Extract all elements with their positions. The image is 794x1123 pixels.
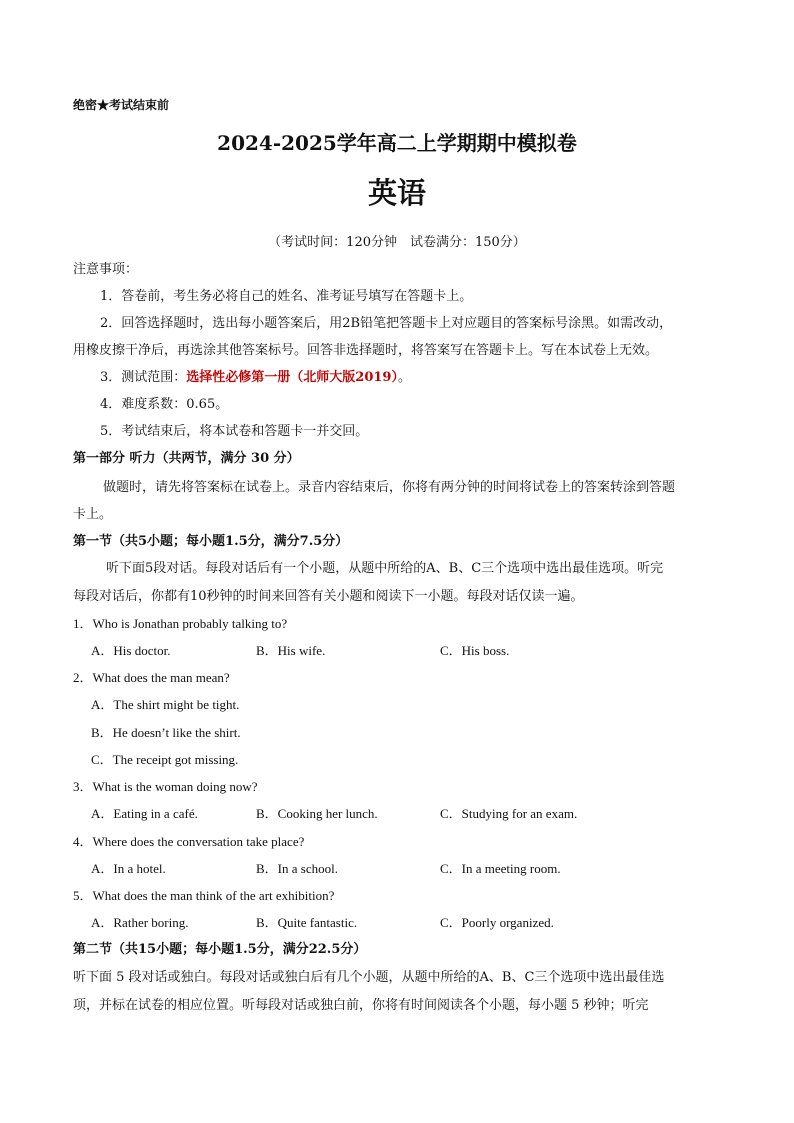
note-3-suffix: 。 — [397, 370, 411, 385]
subject-title: 英语 — [367, 176, 426, 210]
section2-intro-line-1: 听下面 5 段对话或独白。每段对话或独白后有几个小题，从题中所给的A、B、C三个选项中选出最佳选 — [73, 970, 665, 985]
question-2-option-c: C．The receipt got missing. — [91, 752, 239, 767]
question-4-option-b: B．In a school. — [256, 861, 338, 876]
question-3-option-b: B．Cooking her lunch. — [256, 806, 378, 821]
question-1: 1．Who is Jonathan probably talking to? — [73, 616, 288, 631]
question-3: 3．What is the woman doing now? — [73, 779, 258, 794]
note-1: 1．答卷前，考生务必将自己的姓名、准考证号填写在答题卡上。 — [100, 289, 473, 304]
question-3-option-a: A．Eating in a café. — [91, 806, 198, 821]
note-2-line-2: 用橡皮擦干净后，再选涂其他答案标号。回答非选择题时，将答案写在答题卡上。写在本试卷上无效。 — [73, 343, 659, 358]
part1-intro-line-1: 做题时，请先将答案标在试卷上。录音内容结束后，你将有两分钟的时间将试卷上的答案转涂到答题 — [103, 480, 676, 495]
note-5: 5．考试结束后，将本试卷和答题卡一并交回。 — [100, 424, 369, 439]
note-2-line-1: 2．回答选择题时，选出每小题答案后，用2B铅笔把答题卡上对应题目的答案标号涂黑。如需改动， — [100, 316, 673, 331]
part1-intro-line-2: 卡上。 — [73, 507, 113, 522]
exam-title: 2024-2025学年高二上学期期中模拟卷 — [217, 131, 577, 155]
section1-intro-line-1: 听下面5段对话。每段对话后有一个小题，从题中所给的A、B、C三个选项中选出最佳选项。听完 — [106, 561, 664, 576]
question-3-option-c: C．Studying for an exam. — [440, 806, 578, 821]
question-5-option-b: B．Quite fantastic. — [256, 915, 358, 930]
note-3 — [100, 370, 411, 386]
note-4: 4．难度系数：0.65。 — [100, 397, 229, 412]
question-2-option-b: B．He doesn’t like the shirt. — [91, 725, 241, 740]
question-1-option-c: C．His boss. — [440, 643, 510, 658]
note-3-prefix: 3．测试范围： — [100, 370, 187, 385]
question-1-option-a: A．His doctor. — [91, 643, 171, 658]
section2-intro-line-2: 项，并标在试卷的相应位置。听每段对话或独白前，你将有时间阅读各个小题，每小题 5 秒钟；听完 — [73, 998, 649, 1013]
question-4-option-c: C．In a meeting room. — [440, 861, 561, 876]
confidential-label: 绝密★考试结束前 — [73, 98, 170, 112]
question-2: 2．What does the man mean? — [73, 670, 230, 685]
section2-heading: 第二节（共15小题；每小题1.5分，满分22.5分） — [73, 942, 367, 957]
question-1-option-b: B．His wife. — [256, 643, 326, 658]
question-5-option-c: C．Poorly organized. — [440, 915, 554, 930]
notes-heading: 注意事项： — [73, 262, 139, 277]
section1-heading: 第一节（共5小题；每小题1.5分，满分7.5分） — [73, 534, 349, 549]
question-5: 5．What does the man think of the art exhibition? — [73, 888, 335, 903]
question-2-option-a: A．The shirt might be tight. — [91, 697, 240, 712]
exam-time-info: （考试时间：120分钟 试卷满分：150分） — [268, 235, 526, 250]
question-5-option-a: A．Rather boring. — [91, 915, 189, 930]
section1-intro-line-2: 每段对话后，你都有10秒钟的时间来回答有关小题和阅读下一小题。每段对话仅读一遍。 — [73, 589, 584, 604]
part1-heading: 第一部分 听力（共两节，满分 30 分） — [73, 451, 300, 466]
question-4: 4．Where does the conversation take place? — [73, 834, 305, 849]
test-scope: 选择性必修第一册（北师大版2019） — [186, 370, 398, 385]
question-4-option-a: A．In a hotel. — [91, 861, 166, 876]
